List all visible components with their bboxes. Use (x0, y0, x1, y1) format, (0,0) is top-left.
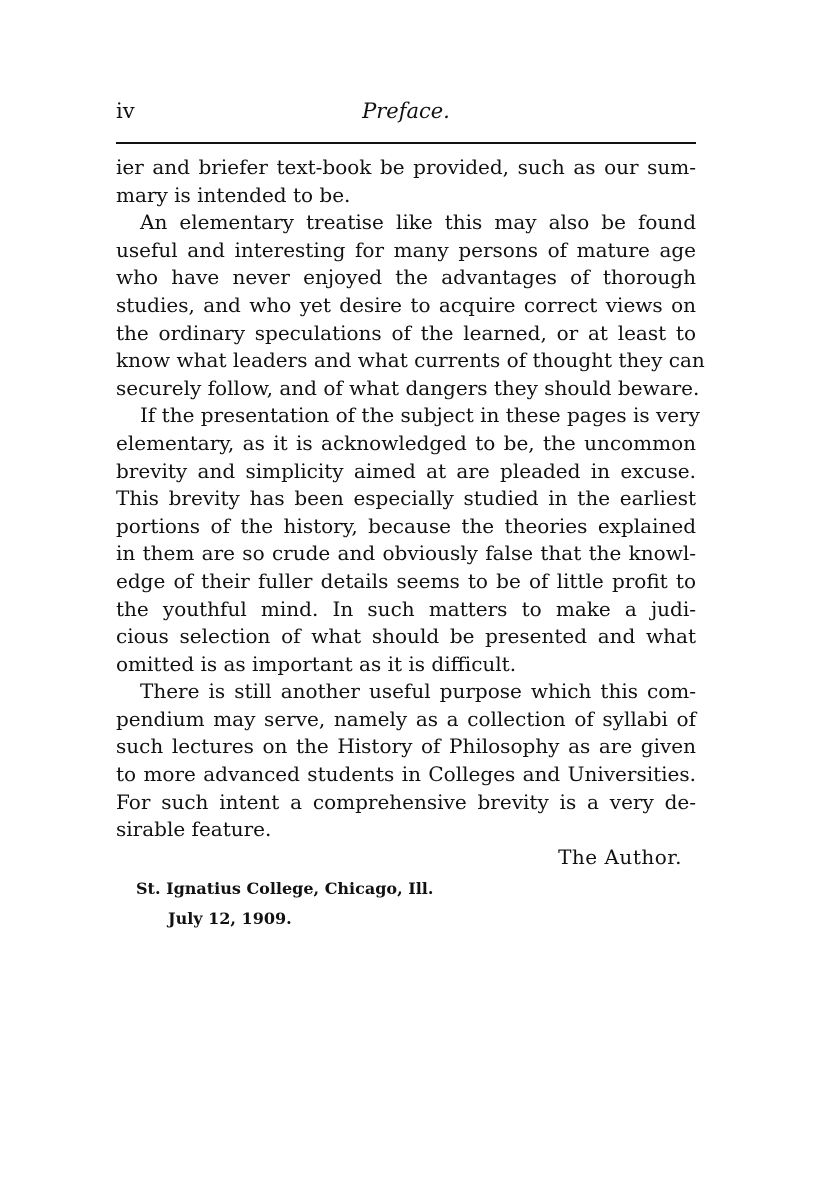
signature (116, 843, 696, 871)
text-line: such lectures on the History of Philosophy as are given (116, 734, 696, 759)
text-line: studies, and who yet desire to acquire correct views on (116, 292, 696, 317)
text-line: portions of the history, because the theories explained (116, 513, 696, 538)
text-line: pendium may serve, namely as a collection of syllabi of (116, 706, 696, 731)
preface-body (116, 154, 705, 844)
page-header (116, 97, 696, 131)
text-line: know what leaders and what currents of thought they can (116, 348, 705, 373)
text-line: An elementary treatise like this may also be found (140, 210, 696, 235)
text-line: to more advanced students in Colleges and Universities. (116, 762, 696, 787)
place-and-date (136, 876, 433, 932)
text-line: ier and briefer text-book be provided, such as our sum- (116, 155, 696, 179)
text-line: For such intent a comprehensive brevity is a very de- (116, 789, 696, 814)
text-line: cious selection of what should be presented and what (116, 624, 696, 649)
running-title: Preface. (362, 99, 450, 123)
text-line: who have never enjoyed the advantages of thorough (116, 265, 696, 290)
text-line: securely follow, and of what dangers they should beware. (116, 375, 700, 400)
text-line: the ordinary speculations of the learned, or at least to (116, 320, 696, 345)
text-line: There is still another useful purpose which this com- (140, 679, 696, 704)
text-line: elementary, as it is acknowledged to be, the uncommon (116, 430, 696, 455)
text-line: brevity and simplicity aimed at are pleaded in excuse. (116, 458, 696, 483)
text-line: in them are so crude and obviously false that the knowl- (116, 541, 696, 566)
header-rule (116, 142, 696, 144)
page-number: iv (116, 99, 135, 123)
place-text: St. Ignatius College, Chicago, Ill. (136, 879, 434, 898)
text-line: sirable feature. (116, 817, 272, 842)
text-line: If the presentation of the subject in these pages is very (140, 403, 700, 428)
text-line: edge of their fuller details seems to be of little profit to (116, 568, 696, 593)
date-text: July 12, 1909. (168, 909, 292, 928)
signature-text: The Author. (558, 845, 682, 869)
text-line: omitted is as important as it is difficult. (116, 651, 517, 676)
text-line: the youthful mind. In such matters to make a judi- (116, 596, 696, 621)
text-line: useful and interesting for many persons of mature age (116, 237, 696, 262)
text-line: mary is intended to be. (116, 182, 351, 207)
text-line: This brevity has been especially studied in the earliest (116, 486, 696, 511)
